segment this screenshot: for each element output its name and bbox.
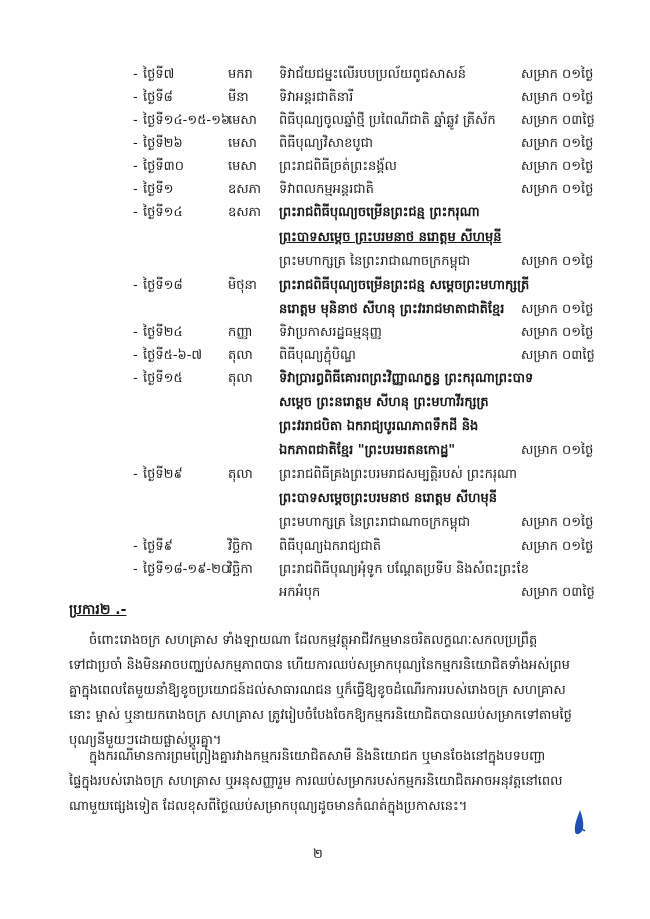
holiday-month: ឧសភា <box>228 182 262 197</box>
paragraph-line: គ្នាក្នុងពេលតែមួយនាំឱ្យខូចប្រយោជន៍ដល់សាធារណជន ឬក៏ធ្វើឱ្យខូចដំណើរការរបស់រោងចក្រ សហគ្រាស <box>69 683 566 698</box>
holiday-description: ព្រះរាជពិធីបុណ្យចម្រើនព្រះជន្ម ព្រះករុណា <box>279 205 480 220</box>
paragraph-line: នោះ ម្ចាស់ ឬនាយករោងចក្រ សហគ្រាស ត្រូវរៀបចំបែងចែកឱ្យកម្មករនិយោជិតបានឈប់សម្រាកទៅតាមថ្ងៃ <box>69 708 572 723</box>
holiday-description: ទិវាអន្តរជាតិនារី <box>279 90 354 105</box>
holiday-rest-days: សម្រាក ០១ថ្ងៃ <box>521 182 594 197</box>
holiday-date: ថ្ងៃទី២៩ <box>143 467 183 482</box>
holiday-description: ព្រះរាជពិធីបុណ្យអុំទូក បណ្តែតប្រទីប និងសំពះព្រះខែ <box>279 562 530 577</box>
holiday-description: ពិធីបុណ្យភ្ជុំបិណ្ឌ <box>279 348 356 363</box>
holiday-description: ទិវាពលកម្មអន្តរជាតិ <box>279 182 374 197</box>
holiday-description-line2: នរោត្តម មុនិនាថ សីហនុ ព្រះវររាជមាតាជាតិខ្មែរ <box>279 302 505 317</box>
holiday-date: ថ្ងៃទី៣០ <box>143 159 184 174</box>
holiday-month: មេសា <box>228 113 257 128</box>
holiday-description: ពិធីបុណ្យឯករាជ្យជាតិ <box>279 539 382 554</box>
list-dash: - <box>133 113 138 128</box>
holiday-rest-days: សម្រាក ០១ថ្ងៃ <box>521 302 594 317</box>
paragraph-line: បុណ្យនីមួយៗដោយផ្លាស់ប្តូរគ្នា។ <box>69 733 222 748</box>
list-dash: - <box>133 136 138 151</box>
holiday-description: ទិវាប្រកាសរដ្ឋធម្មនុញ្ញ <box>279 325 382 340</box>
holiday-rest-days: សម្រាក ០៣ថ្ងៃ <box>521 113 595 128</box>
holiday-month: វិច្ឆិកា <box>228 539 253 554</box>
holiday-date: ថ្ងៃទី១៨-១៩-២០ <box>143 562 231 577</box>
list-dash: - <box>133 278 138 293</box>
paragraph-line: ផ្ទៃក្នុងរបស់រោងចក្រ សហគ្រាស ឬអនុសញ្ញារួម ការឈប់សម្រាករបស់កម្មករនិយោជិតអាចអនុវត្តនៅពេល <box>69 774 563 789</box>
holiday-date: ថ្ងៃទី៧ <box>143 67 175 82</box>
holiday-description: ទិវាជ័យជម្នះលើរបបប្រល័យពូជសាសន៍ <box>279 67 467 82</box>
list-dash: - <box>133 205 138 220</box>
holiday-month: មិថុនា <box>228 278 257 293</box>
paragraph-1 <box>69 628 599 753</box>
list-dash: - <box>133 67 138 82</box>
holiday-rest-days: សម្រាក ០៣ថ្ងៃ <box>521 348 595 363</box>
holiday-rest-days: សម្រាក ០១ថ្ងៃ <box>521 325 594 340</box>
holiday-month: មីនា <box>228 90 249 105</box>
holiday-description: ព្រះរាជពិធីច្រត់ព្រះនង្គ័ល <box>279 159 397 174</box>
holiday-date: ថ្ងៃទី១៤ <box>143 205 183 220</box>
holiday-month: ឧសភា <box>228 205 262 220</box>
holiday-month: កញ្ញា <box>228 325 253 340</box>
paragraph-2 <box>69 744 599 819</box>
holiday-description-line2: អកអំបុក <box>279 585 321 600</box>
holiday-date: ថ្ងៃទី៩ <box>143 539 173 554</box>
article-heading: ប្រការ២ .- <box>69 602 127 618</box>
list-dash: - <box>133 371 138 386</box>
paragraph-line: ចំពោះរោងចក្រ សហគ្រាស ទាំងឡាយណា ដែលកម្មវត្ថុអាជីវកម្មមានចរិតលក្ខណៈសកលប្រព្រឹត្ត <box>89 633 538 648</box>
holiday-description: ព្រះរាជពិធីគ្រងព្រះបរមរាជសម្បត្តិរបស់ ព្រះករុណា <box>279 467 518 482</box>
list-dash: - <box>133 159 138 174</box>
holiday-description-line4: ឯកភាពជាតិខ្មែរ "ព្រះបរមរតនកោដ្ឋ" <box>279 443 456 458</box>
holiday-month: តុលា <box>228 371 253 386</box>
holiday-rest-days: សម្រាក ០១ថ្ងៃ <box>521 90 594 105</box>
holiday-description-line2: សម្តេច ព្រះនរោត្តម សីហនុ ព្រះមហាវីរក្សត្រ <box>279 395 489 410</box>
list-dash: - <box>133 325 138 340</box>
list-dash: - <box>133 562 138 577</box>
holiday-rest-days: សម្រាក ០១ថ្ងៃ <box>521 515 594 530</box>
holiday-description-line3: ព្រះវររាជបិតា ឯករាជ្យបូរណភាពទឹកដី និង <box>279 419 479 434</box>
holiday-month: តុលា <box>228 467 253 482</box>
holiday-month: តុលា <box>228 348 253 363</box>
holiday-rest-days: សម្រាក ០៣ថ្ងៃ <box>521 585 595 600</box>
list-dash: - <box>133 348 138 363</box>
holiday-rest-days: សម្រាក ០១ថ្ងៃ <box>521 67 594 82</box>
holiday-rest-days: សម្រាក ០១ថ្ងៃ <box>521 539 594 554</box>
holiday-month: មេសា <box>228 136 257 151</box>
holiday-description: ព្រះរាជពិធីបុណ្យចម្រើនព្រះជន្ម សម្តេចព្រះមហាក្សត្រី <box>279 278 530 293</box>
holiday-rest-days: សម្រាក ០១ថ្ងៃ <box>521 159 594 174</box>
holiday-date: ថ្ងៃទី៥-៦-៧ <box>143 348 203 363</box>
holiday-month: មករា <box>228 67 253 82</box>
holiday-date: ថ្ងៃទី១ <box>143 182 174 197</box>
paragraph-line: ទៅជាប្រចាំ និងមិនអាចបញ្ឈប់សកម្មភាពបាន ហើយការឈប់សម្រាកបុណ្យនៃកម្មករនិយោជិតទាំងអស់ព្រម <box>69 658 570 673</box>
list-dash: - <box>133 182 138 197</box>
holiday-description-line2: ព្រះបាទសម្តេច ព្រះបរមនាថ នរោត្តម សីហមុនី <box>279 230 502 245</box>
holiday-description-line3: ព្រះមហាក្សត្រ នៃព្រះរាជាណាចក្រកម្ពុជា <box>279 515 471 530</box>
holiday-date: ថ្ងៃទី២៦ <box>143 136 183 151</box>
holiday-rest-days: សម្រាក ០១ថ្ងៃ <box>521 443 594 458</box>
paragraph-line: ក្នុងករណីមានការព្រមព្រៀងគ្នារវាងកម្មករនិយោជិតសាមី និងនិយោជក ឬមានចែងនៅក្នុងបទបញ្ជា <box>89 749 546 764</box>
holiday-month: វិច្ឆិកា <box>228 562 253 577</box>
holiday-description-line2: ព្រះបាទសម្តេចព្រះបរមនាថ នរោត្តម សីហមុនី <box>279 491 498 506</box>
holiday-date: ថ្ងៃទី១៨ <box>143 278 183 293</box>
holiday-date: ថ្ងៃទី២៤ <box>143 325 183 340</box>
holiday-date: ថ្ងៃទី៨ <box>143 90 173 105</box>
holiday-month: មេសា <box>228 159 257 174</box>
holiday-rest-days: សម្រាក ០១ថ្ងៃ <box>521 136 594 151</box>
holiday-date: ថ្ងៃទី១៥ <box>143 371 183 386</box>
holiday-description-line3: ព្រះមហាក្សត្រ នៃព្រះរាជាណាចក្រកម្ពុជា <box>279 254 471 269</box>
holiday-description: ទិវាប្រារព្ធពិធីគោរពព្រះវិញ្ញាណក្ខន្ធ ព្រះករុណាព្រះបាទ <box>279 371 534 386</box>
holiday-rest-days: សម្រាក ០១ថ្ងៃ <box>521 254 594 269</box>
paragraph-line: ណាមួយផ្សេងទៀត ដែលខុសពីថ្ងៃឈប់សម្រាកបុណ្យដូចមានកំណត់ក្នុងប្រកាសនេះ។ <box>69 799 468 814</box>
holiday-description: ពិធីបុណ្យចូលឆ្នាំថ្មី ប្រពៃណីជាតិ ឆ្នាំឆ្លូវ ត្រីស័ក <box>279 113 496 128</box>
signature-mark <box>570 808 590 838</box>
list-dash: - <box>133 467 138 482</box>
list-dash: - <box>133 90 138 105</box>
page-number: ២ <box>313 847 323 862</box>
holiday-description: ពិធីបុណ្យវិសាខបូជា <box>279 136 374 151</box>
list-dash: - <box>133 539 138 554</box>
holiday-date: ថ្ងៃទី១៤-១៥-១៦ <box>143 113 231 128</box>
